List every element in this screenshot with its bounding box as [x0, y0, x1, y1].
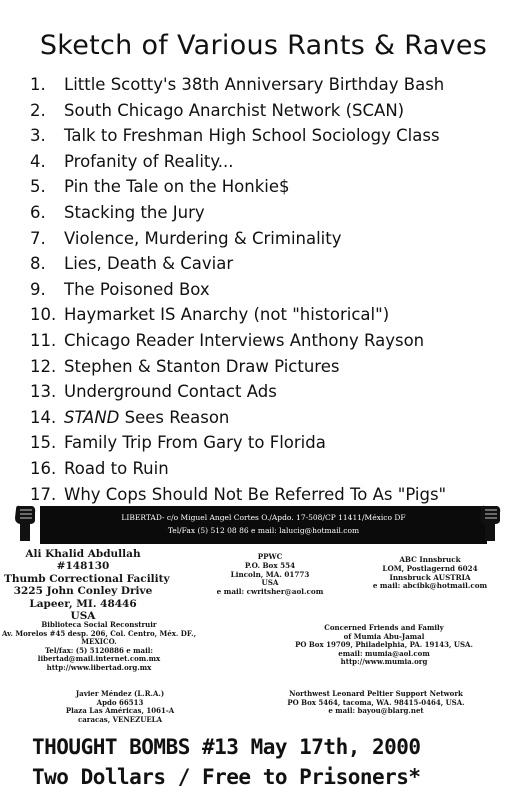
list-item [30, 226, 510, 252]
item-title: Violence, Murdering & Criminality [64, 228, 342, 248]
address-line: Javier Méndez (L.R.A.) [75, 689, 165, 698]
item-number: 3. [30, 126, 46, 146]
address-line: Thumb Correctional Facility [4, 572, 170, 585]
address-line: Tel/fax: (5) 5120886 e mail: [44, 645, 153, 655]
address-line: Av. Morelos #45 desp. 206, Col. Centro, Méx. DF., [1, 628, 197, 638]
banner-line-1: LIBERTAD- c/o Miguel Angel Cortes O./Apdo. 17-508/CP 11411/México DF [121, 513, 406, 522]
address-line: e mail: bayou@blarg.net [328, 706, 424, 716]
page-title: Sketch of Various Rants & Raves [39, 30, 488, 61]
list-item [30, 251, 510, 277]
item-number: 1. [30, 75, 46, 94]
item-number: 6. [30, 202, 46, 222]
list-item [30, 328, 510, 354]
list-item [30, 277, 510, 303]
address-line: e mail: abcibk@hotmail.com [372, 581, 488, 591]
list-item [30, 354, 510, 380]
item-title: Why Cops Should Not Be Referred To As "Pigs" [64, 484, 447, 504]
item-title: Stacking the Jury [64, 202, 205, 222]
list-item [30, 149, 510, 175]
address-line: email: mumia@aol.com [338, 648, 430, 658]
address-line: P.O. Box 554 [244, 560, 296, 570]
list-item [30, 98, 510, 124]
address-ppwc [210, 553, 330, 597]
address-line: 3225 John Conley Drive [13, 585, 153, 598]
item-number: 7. [30, 228, 46, 248]
item-title: South Chicago Anarchist Network (SCAN) [64, 100, 405, 120]
address-line: Apdo 66513 [96, 697, 144, 707]
address-line: Plaza Las Américas, 1061-A [65, 706, 175, 716]
address-line: #148130 [56, 560, 110, 573]
raised-fist-icon [12, 505, 38, 541]
address-javier-mendez [50, 690, 190, 724]
address-line: Innsbruck AUSTRIA [389, 572, 471, 582]
list-item [30, 123, 510, 149]
item-title [64, 405, 229, 431]
address-line: Concerned Friends and Family [324, 623, 444, 632]
item-title: Underground Contact Ads [64, 382, 277, 402]
raised-fist-icon [477, 505, 503, 541]
address-line: e mail: cwritsher@aol.com [216, 587, 324, 597]
item-number: 15. [30, 433, 57, 453]
address-line: USA [70, 610, 96, 623]
item-number: 5. [30, 177, 46, 197]
item-emphasis: STAND [64, 407, 120, 427]
item-title: Family Trip From Gary to Florida [64, 433, 326, 453]
address-mumia-support [242, 624, 526, 667]
address-ali-khalid-abdullah [4, 548, 170, 623]
issue-title: THOUGHT BOMBS #13 May 17th, 2000 [32, 735, 421, 759]
address-line: Northwest Leonard Peltier Support Network [289, 689, 463, 698]
list-item [30, 72, 510, 98]
address-line: http://www.mumia.org [340, 657, 428, 666]
item-title: Haymarket IS Anarchy (not "historical") [64, 305, 390, 325]
address-line: http://www.libertad.org.mx [46, 662, 152, 672]
address-line: Lincoln, MA. 01773 [230, 569, 310, 579]
address-line: PO Box 19709, Philadelphia, PA. 19143, USA. [295, 640, 473, 649]
libertad-banner [40, 506, 487, 544]
banner-line-2: Tel/Fax (5) 512 08 86 e mail: lalucig@hotmail.com [167, 526, 360, 535]
list-item [30, 174, 510, 200]
list-item [30, 430, 510, 456]
item-title: Stephen & Stanton Draw Pictures [64, 356, 340, 376]
address-line: MEXICO. [81, 637, 117, 646]
address-line: libertad@mail.internet.com.mx [37, 654, 161, 663]
address-peltier-support [246, 690, 506, 716]
list-item [30, 379, 510, 405]
item-number: 11. [30, 330, 57, 350]
item-title: The Poisoned Box [64, 279, 210, 299]
item-number: 10. [30, 305, 57, 325]
item-number: 17. [30, 484, 57, 504]
item-number: 14. [30, 407, 57, 427]
item-number: 2. [30, 100, 46, 120]
address-line: ABC Innsbruck [399, 555, 461, 564]
item-number: 16. [30, 458, 57, 478]
item-title: Pin the Tale on the Honkie$ [64, 177, 290, 197]
address-biblioteca-social [0, 621, 198, 672]
address-line: of Mumia Abu-Jamal [343, 631, 425, 641]
address-line: caracas, VENEZUELA [77, 714, 163, 724]
list-item [30, 200, 510, 226]
address-abc-innsbruck [350, 556, 510, 591]
list-item [30, 405, 510, 431]
list-item [30, 302, 510, 328]
address-line: Ali Khalid Abdullah [25, 548, 141, 560]
list-item [30, 482, 510, 508]
item-number: 12. [30, 356, 57, 376]
address-line: Lapeer, MI. 48446 [29, 597, 137, 610]
address-line: PPWC [257, 552, 283, 561]
item-number: 4. [30, 151, 46, 171]
list-item [30, 456, 510, 482]
address-line: Biblioteca Social Reconstruir [41, 620, 157, 629]
item-title: Little Scotty's 38th Anniversary Birthday Bash [64, 75, 445, 94]
item-title: Lies, Death & Caviar [64, 254, 234, 274]
item-title: Profanity of Reality... [64, 151, 234, 171]
address-line: PO Box 5464, tacoma, WA. 98415-0464, USA. [287, 697, 465, 707]
item-title: Road to Ruin [64, 458, 169, 478]
item-title: Chicago Reader Interviews Anthony Rayson [64, 330, 425, 350]
contents-list [30, 72, 510, 507]
address-line: LOM, Postlagernd 6024 [382, 563, 478, 573]
item-number: 8. [30, 254, 46, 274]
address-line: USA [261, 578, 279, 588]
item-number: 13. [30, 382, 57, 402]
item-number: 9. [30, 279, 46, 299]
item-title-rest: Sees Reason [119, 407, 230, 427]
price-line: Two Dollars / Free to Prisoners* [32, 765, 421, 789]
item-title: Talk to Freshman High School Sociology Class [64, 126, 440, 146]
